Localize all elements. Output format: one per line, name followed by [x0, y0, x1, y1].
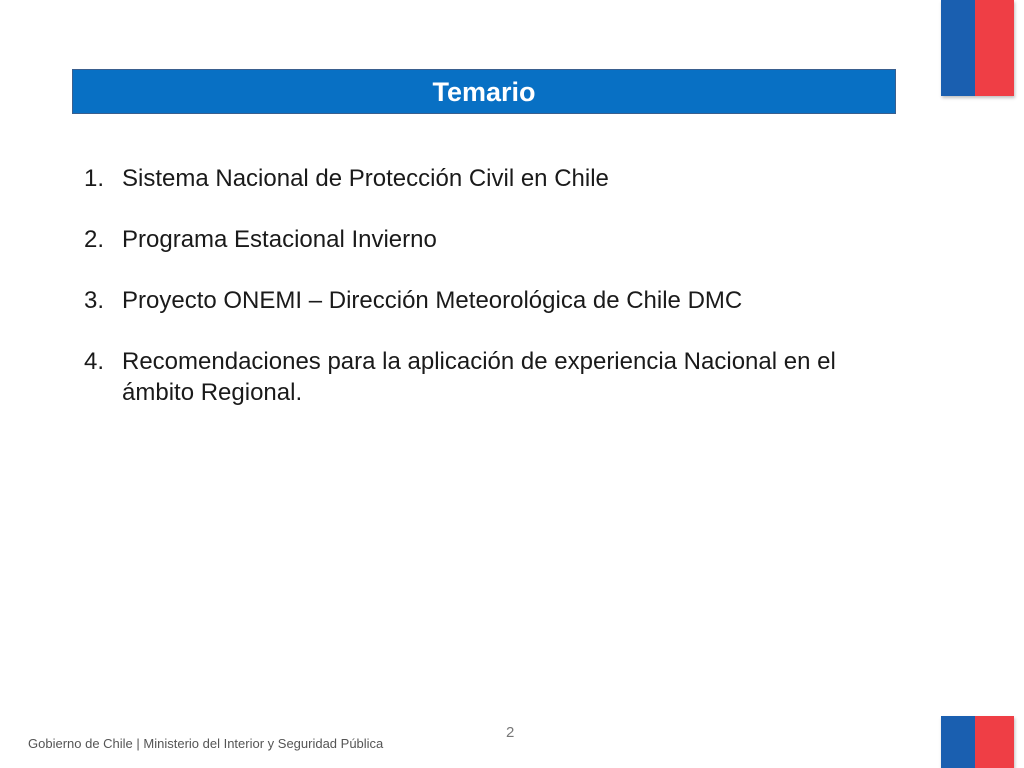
footer-government-label: Gobierno de Chile | Ministerio del Interior y Seguridad Pública	[28, 736, 384, 751]
flag-red-stripe	[975, 716, 1014, 768]
chile-flag-emblem-top	[941, 0, 1014, 96]
flag-blue-stripe	[941, 716, 975, 768]
page-number: 2	[506, 724, 515, 741]
agenda-item	[84, 163, 904, 194]
agenda-item	[84, 346, 904, 408]
agenda-item-number: 1.	[84, 165, 105, 192]
agenda-list	[84, 163, 904, 438]
agenda-item	[84, 224, 904, 255]
slide-title: Temario	[432, 76, 536, 107]
agenda-item-number: 2.	[84, 226, 105, 253]
flag-blue-stripe	[941, 0, 975, 96]
agenda-item-text: Proyecto ONEMI – Dirección Meteorológica de Chile DMC	[122, 287, 743, 314]
agenda-item-text: Recomendaciones para la aplicación de experiencia Nacional en el ámbito Regional.	[122, 348, 836, 406]
agenda-item-text: Sistema Nacional de Protección Civil en Chile	[122, 165, 609, 192]
chile-flag-emblem-bottom	[941, 716, 1014, 768]
agenda-item-number: 3.	[84, 287, 105, 314]
title-bar	[72, 69, 896, 114]
flag-red-stripe	[975, 0, 1014, 96]
agenda-item	[84, 285, 904, 316]
agenda-item-text: Programa Estacional Invierno	[122, 226, 437, 253]
agenda-item-number: 4.	[84, 348, 105, 375]
